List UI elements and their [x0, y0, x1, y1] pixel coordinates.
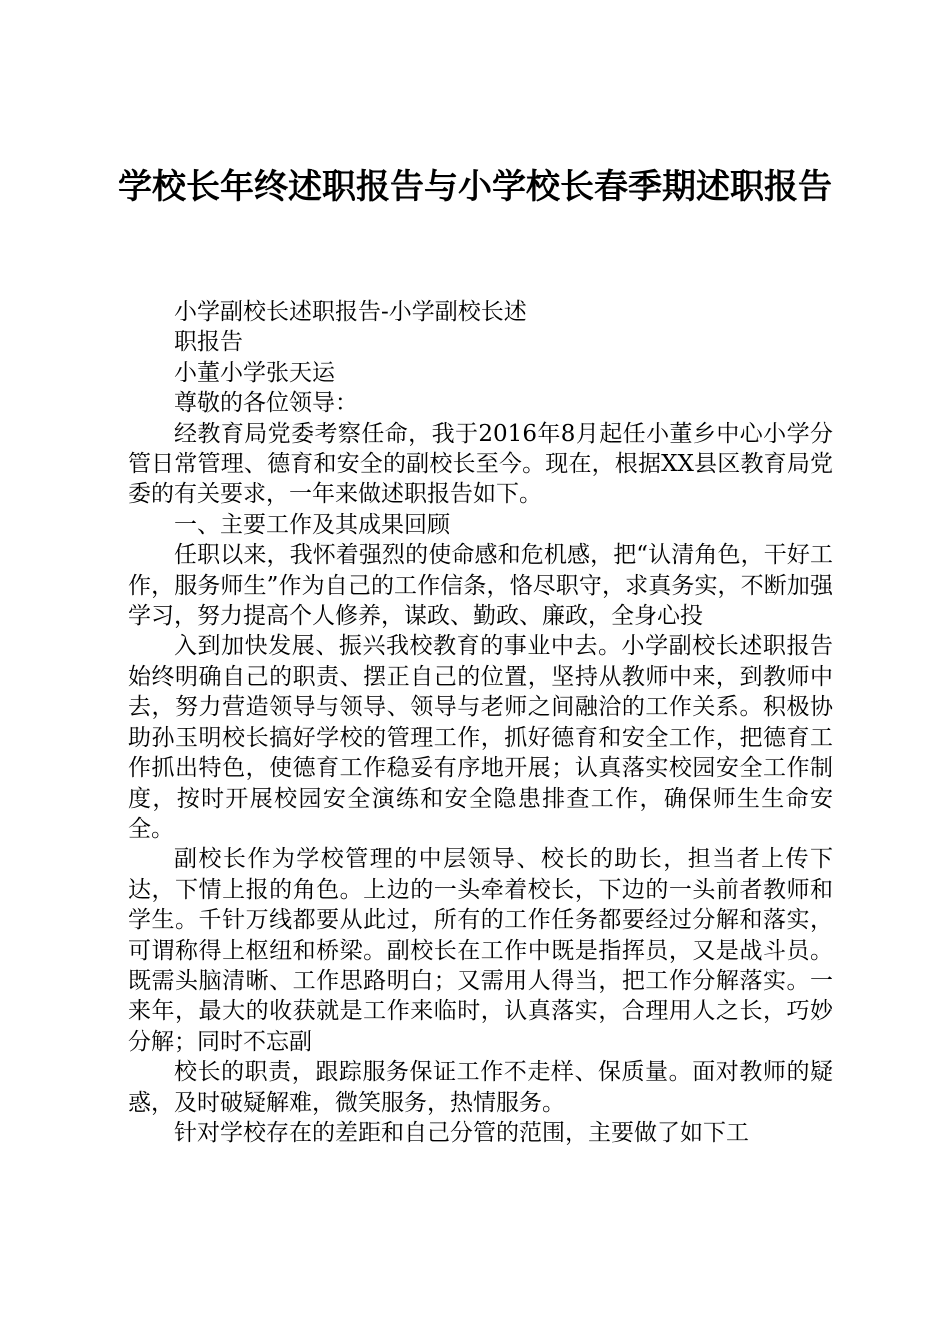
- paragraph: 副校长作为学校管理的中层领导、校长的助长，担当者上传下达，下情上报的角色。上边的一头牵着校长，下边的一头前者教师和学生。千针万线都要从此过，所有的工作任务都要经过分解和落实，可谓称得上枢纽和桥梁。副校长在工作中既是指挥员，又是战斗员。既需头脑清晰、工作思路明白；又需用人得当，把工作分解落实。一来年，最大的收获就是工作来临时，认真落实，合理用人之长，巧妙分解；同时不忘副: [128, 846, 833, 1055]
- paragraph: 小董小学张天运: [174, 359, 335, 386]
- paragraph: 一、主要工作及其成果回顾: [174, 511, 450, 538]
- paragraph: 小学副校长述职报告-小学副校长述: [174, 299, 527, 325]
- document-title: 学校长年终述职报告与小学校长春季期述职报告: [118, 167, 832, 207]
- document-body: [128, 297, 833, 1148]
- paragraph: 校长的职责，跟踪服务保证工作不走样、保质量。面对教师的疑惑，及时破疑解难，微笑服务，热情服务。: [128, 1059, 833, 1116]
- paragraph: 尊敬的各位领导：: [174, 390, 358, 417]
- paragraph: 入到加快发展、振兴我校教育的事业中去。小学副校长述职报告始终明确自己的职责、摆正自己的位置，坚持从教师中来，到教师中去，努力营造领导与领导、领导与老师之间融洽的工作关系。积极协助孙玉明校长搞好学校的管理工作，抓好德育和安全工作，把德育工作抓出特色，使德育工作稳妥有序地开展；认真落实校园安全工作制度，按时开展校园安全演练和安全隐患排查工作，确保师生生命安全。: [128, 633, 833, 842]
- paragraph: 任职以来，我怀着强烈的使命感和危机感，把“认清角色，干好工作，服务师生”作为自己的工作信条，恪尽职守，求真务实，不断加强学习，努力提高个人修养，谋政、勤政、廉政，全身心投: [128, 542, 833, 630]
- paragraph: 针对学校存在的差距和自己分管的范围，主要做了如下工: [174, 1119, 749, 1146]
- paragraph: 职报告: [174, 329, 243, 356]
- paragraph: 经教育局党委考察任命，我于2016年8月起任小董乡中心小学分管日常管理、德育和安全的副校长至今。现在，根据XX县区教育局党委的有关要求，一年来做述职报告如下。: [128, 420, 833, 508]
